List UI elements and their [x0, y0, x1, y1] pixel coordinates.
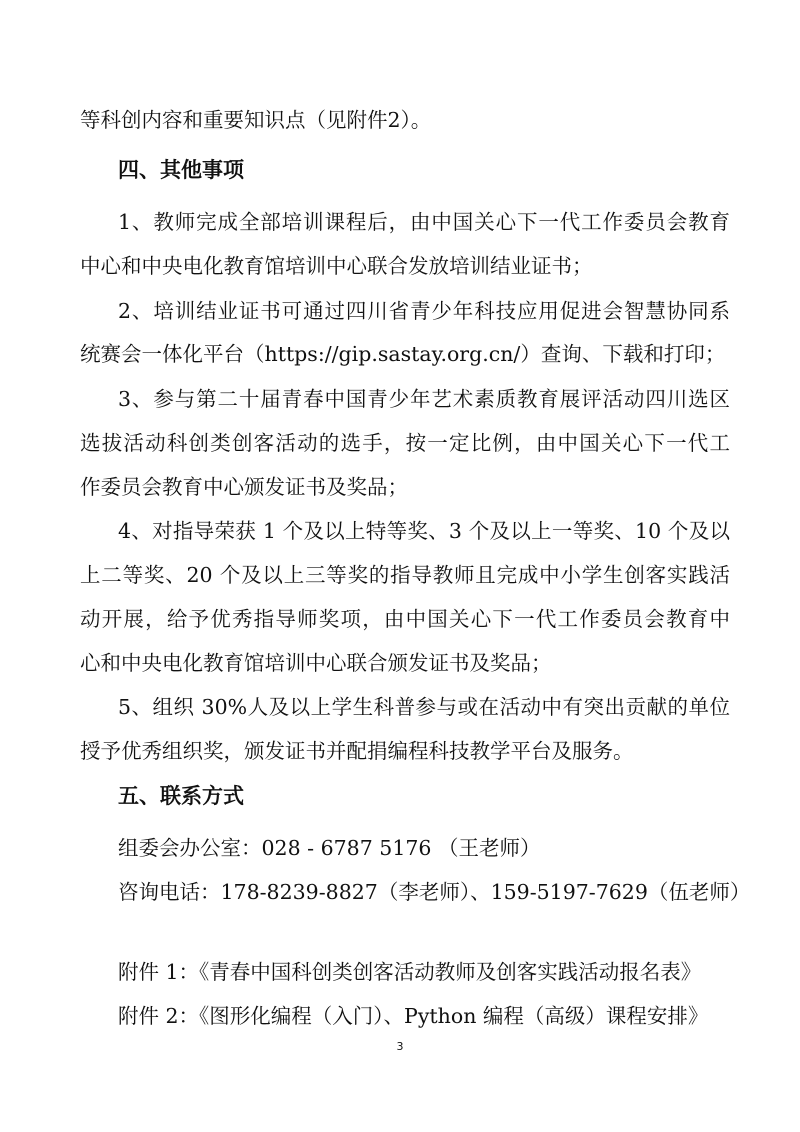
item3-line1: 3、参与第二十届青春中国青少年艺术素质教育展评活动四川选区 [118, 387, 730, 411]
item2-line1: 2、培训结业证书可通过四川省青少年科技应用促进会智慧协同系 [118, 299, 730, 323]
section-heading-other-matters: 四、其他事项 [118, 158, 244, 182]
contact-office: 组委会办公室：028 - 6787 5176 （王老师） [118, 836, 541, 860]
item4-line1: 4、对指导荣获 1 个及以上特等奖、3 个及以上一等奖、10 个及以 [118, 519, 730, 543]
item3-line2: 选拔活动科创类创客活动的选手，按一定比例，由中国关心下一代工 [80, 431, 730, 455]
item2-line2: 统赛会一体化平台（https://gip.sastay.org.cn/）查询、下载和打印； [80, 342, 726, 366]
paragraph-continuation: 等科创内容和重要知识点（见附件2）。 [80, 108, 432, 132]
item4-line3: 动开展，给予优秀指导师奖项，由中国关心下一代工作委员会教育中 [80, 607, 730, 631]
section-heading-contact: 五、联系方式 [118, 784, 244, 808]
page-number: 3 [396, 1040, 404, 1053]
item3-line3: 作委员会教育中心颁发证书及奖品； [80, 475, 408, 499]
attachment-2: 附件 2：《图形化编程（入门）、Python 编程（高级）课程安排》 [118, 1004, 709, 1028]
item4-line2: 上二等奖、20 个及以上三等奖的指导教师且完成中小学生创客实践活 [80, 563, 730, 587]
item1-line1: 1、教师完成全部培训课程后，由中国关心下一代工作委员会教育 [118, 210, 730, 234]
item5-line2: 授予优秀组织奖，颁发证书并配捐编程科技教学平台及服务。 [80, 739, 634, 763]
item5-line1: 5、组织 30%人及以上学生科普参与或在活动中有突出贡献的单位 [118, 695, 730, 719]
attachment-1: 附件 1：《青春中国科创类创客活动教师及创客实践活动报名表》 [118, 960, 702, 984]
item1-line2: 中心和中央电化教育馆培训中心联合发放培训结业证书； [80, 254, 593, 278]
contact-phone: 咨询电话：178-8239-8827（李老师）、159-5197-7629（伍老师） [118, 880, 751, 904]
item4-line4: 心和中央电化教育馆培训中心联合颁发证书及奖品； [80, 651, 552, 675]
